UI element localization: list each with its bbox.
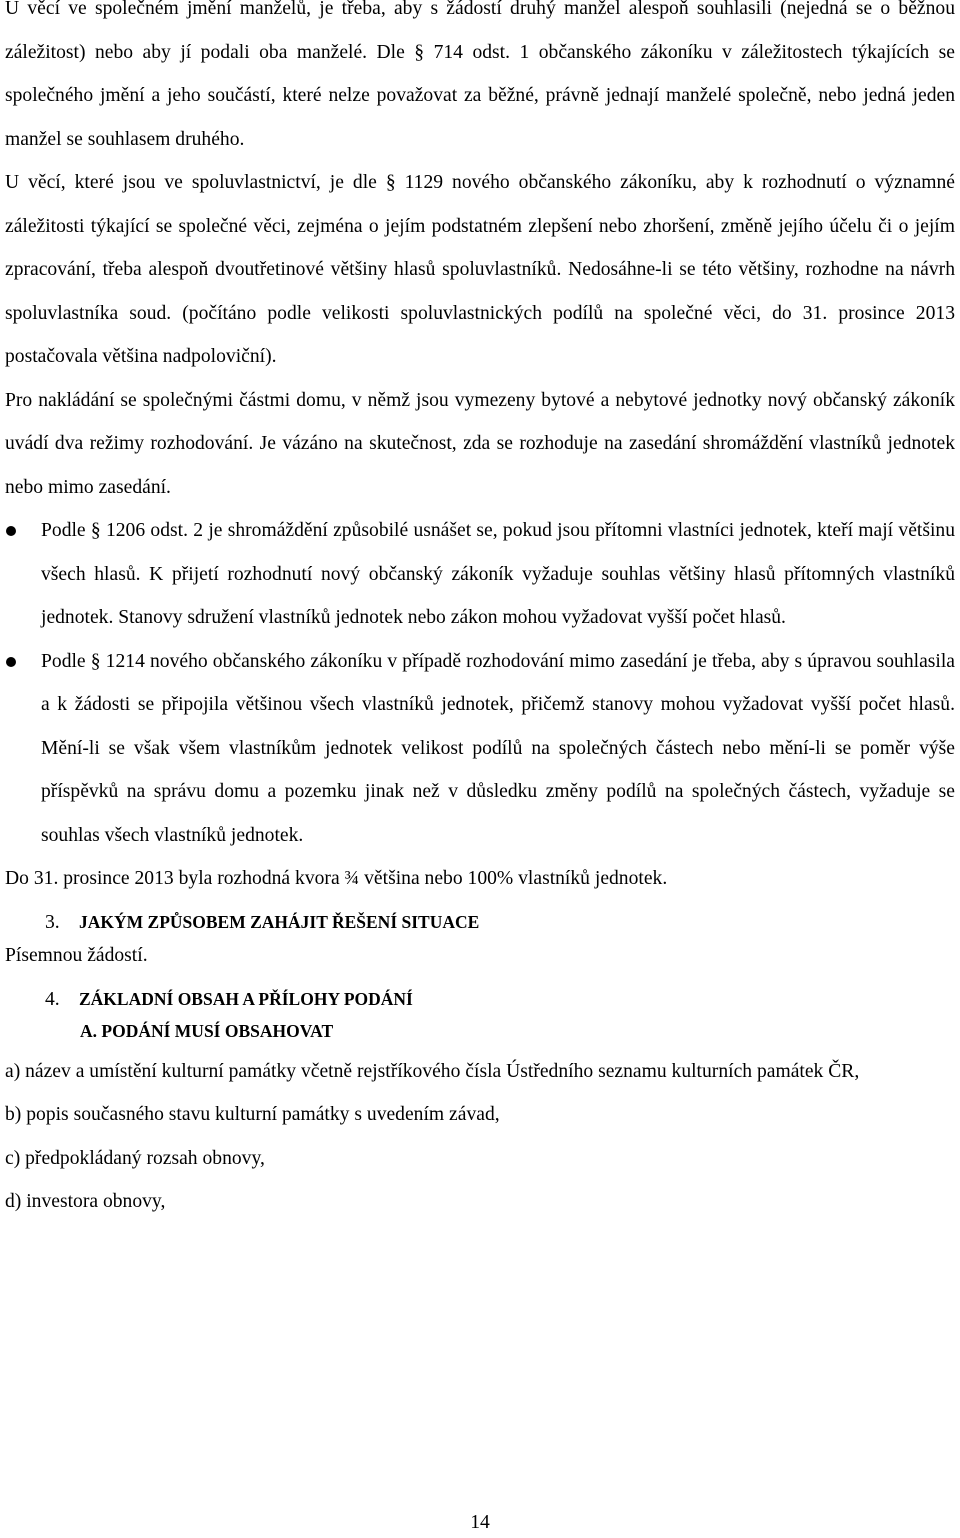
paragraph-spolecne-casti-domu: Pro nakládání se společnými částmi domu, v němž jsou vymezeny bytové a nebytové jednotky nový občanský zákoník uvádí dva režimy rozhodování. Je vázáno na skutečnost, zda se rozhoduje na zasedání shromáždění vlastníků jednotek nebo mimo zasedání. [5,389,955,498]
rules-bullet-list [5,509,955,857]
list-item-b: b) popis současného stavu kulturní památky s uvedením závad, [5,1104,500,1125]
paragraph-spolecne-jmeni: U věcí ve společném jmění manželů, je třeba, aby s žádostí druhý manžel alespoň souhlasili (nejedná se o běžnou záležitost) nebo aby jí podali oba manželé. Dle § 714 odst. 1 občanského zákoníku v záležitostech týkajících se společného jmění a jeho součástí, které nelze považovat za běžné, právně jednají manželé společně, nebo jedná jeden manžel se souhlasem druhého. [5,0,955,150]
paragraph-spoluvlastnictvi: U věcí, které jsou ve spoluvlastnictví, je dle § 1129 nového občanského zákoníku, aby k rozhodnutí o významné záležitosti týkající se společné věci, zejména o jejím podstatném zlepšení nebo zhoršení, změně jejího účelu či o jejím zpracování, třeba alespoň dvoutřetinové většiny hlasů spoluvlastníků. Nedosáhne-li se této většiny, rozhodne na návrh spoluvlastníka soud. (počítáno podle velikosti spoluvlastnických podílů na společné věci, do 31. prosince 2013 postačovala většina nadpoloviční). [5,172,955,367]
paragraph-kvorum-2013: Do 31. prosince 2013 byla rozhodná kvora ¾ většina nebo 100% vlastníků jednotek. [5,868,668,889]
bullet-item-1206 [5,509,955,640]
list-item-d: d) investora obnovy, [5,1191,166,1212]
list-item-a: a) název a umístění kulturní památky včetně rejstříkového čísla Ústředního seznamu kulturních památek ČR, [5,1060,860,1082]
bullet-item-1214 [5,640,955,858]
section-number: 4. [45,989,60,1010]
bullet-text: Podle § 1206 odst. 2 je shromáždění způsobilé usnášet se, pokud jsou přítomni vlastníci jednotek, kteří mají většinu všech hlasů. K přijetí rozhodnutí nový občanský zákoník vyžaduje souhlas většiny hlasů přítomných vlastníků jednotek. Stanovy sdružení vlastníků jednotek nebo zákon mohou vyžadovat vyšší počet hlasů. [41,520,955,628]
document-page [5,0,955,1224]
section-4-subheading: A. PODÁNÍ MUSÍ OBSAHOVAT [80,1020,334,1041]
section-title: ZÁKLADNÍ OBSAH A PŘÍLOHY PODÁNÍ [79,989,413,1009]
bullet-dot-icon [6,657,16,667]
section-title: JAKÝM ZPŮSOBEM ZAHÁJIT ŘEŠENÍ SITUACE [79,911,480,932]
section-number: 3. [45,911,60,933]
bullet-dot-icon [6,526,16,536]
section-3-body: Písemnou žádostí. [5,945,148,966]
page-number: 14 [470,1512,490,1533]
bullet-text: Podle § 1214 nového občanského zákoníku v případě rozhodování mimo zasedání je třeba, aby s úpravou souhlasila a k žádosti se připojila většinou všech vlastníků jednotek, přičemž stanovy mohou vyžadovat vyšší počet hlasů. Mění-li se však všem vlastníkům jednotek velikost podílů na společných částech nebo mění-li se poměr výše příspěvků na správu domu a pozemku jinak než v důsledku změny podílů na společných částech, vyžaduje se souhlas všech vlastníků jednotek. [41,650,955,846]
list-item-c: c) předpokládaný rozsah obnovy, [5,1147,265,1169]
